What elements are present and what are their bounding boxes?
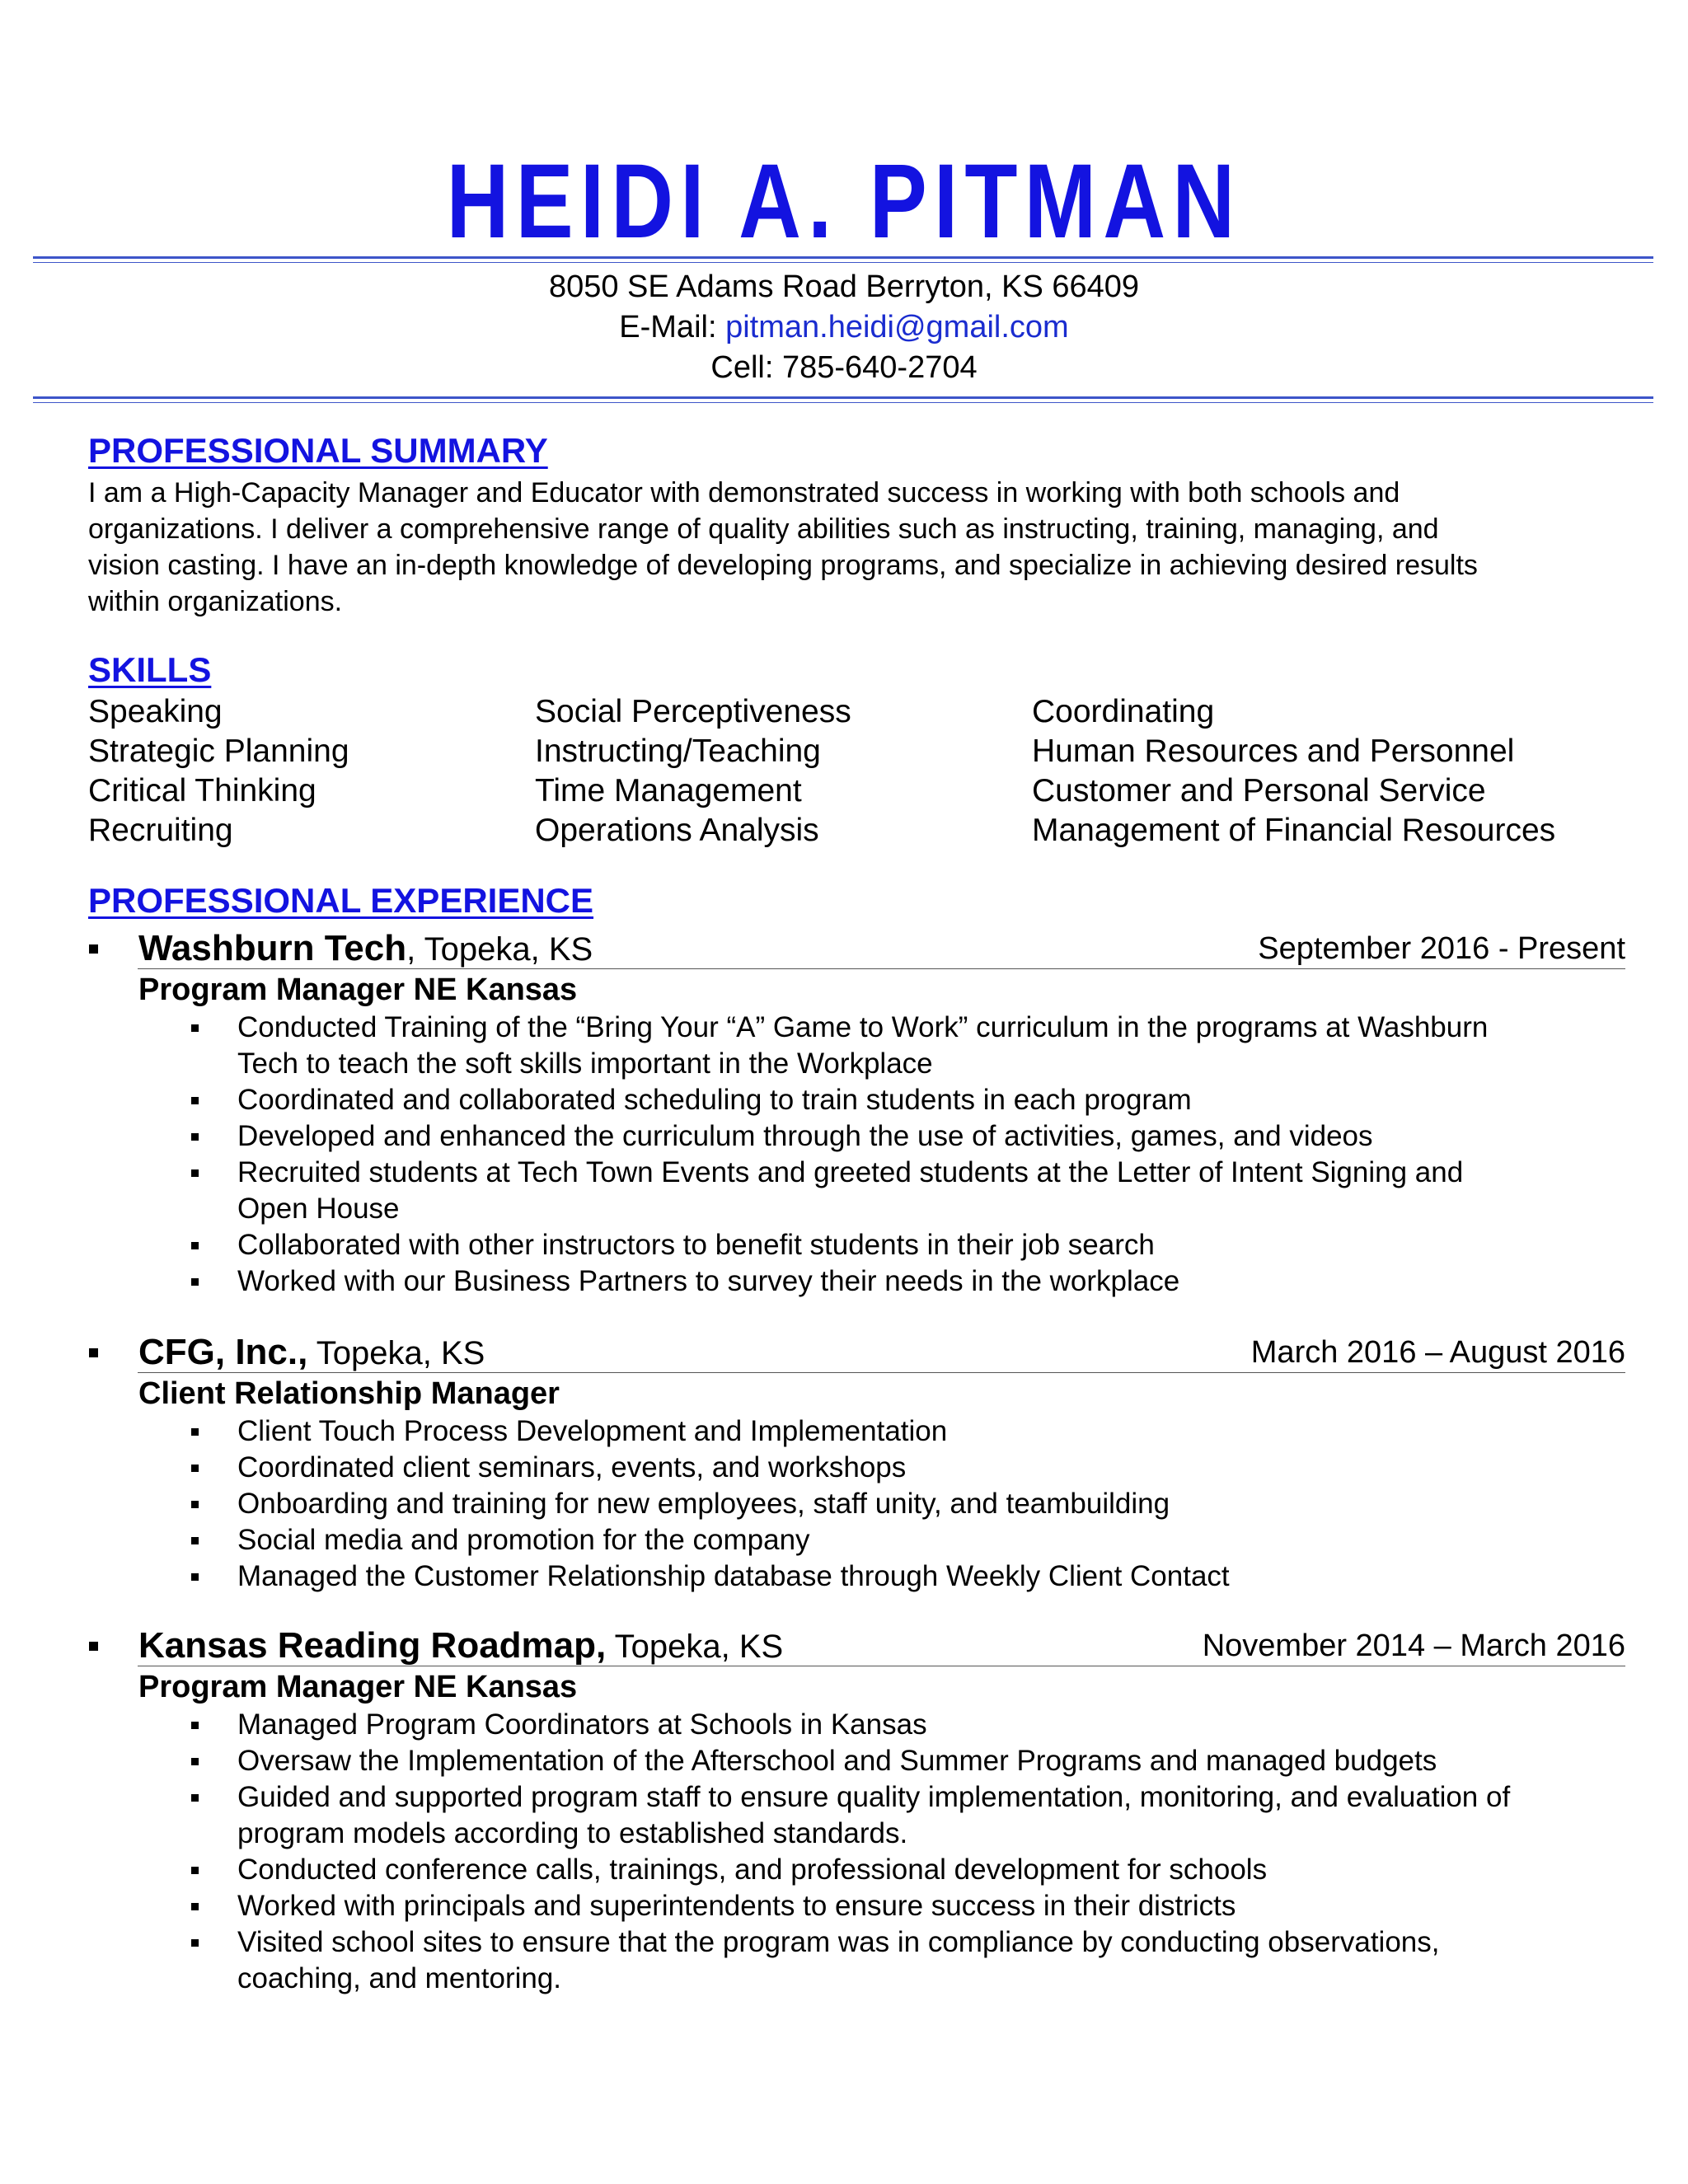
- job-bullet-icon: [89, 944, 98, 954]
- job-bullet: [138, 1118, 1639, 1155]
- job-bullet: [138, 1522, 1639, 1558]
- bullet-text: Worked with our Business Partners to survey their needs in the workplace: [237, 1265, 1180, 1297]
- bullet-square-icon: [191, 1722, 199, 1729]
- bullet-text: coaching, and mentoring.: [237, 1962, 562, 1994]
- job-header: [138, 1626, 783, 1666]
- job-bullet: [138, 1743, 1639, 1779]
- bullet-square-icon: [191, 1903, 199, 1910]
- cell-number: 785-640-2704: [781, 350, 978, 385]
- bullet-text: Worked with principals and superintendents to ensure success in their districts: [237, 1890, 1236, 1922]
- job-dates: March 2016 – August 2016: [1250, 1335, 1625, 1370]
- resume-name: HEIDI A. PITMAN: [446, 143, 1242, 260]
- bullet-text: Guided and supported program staff to ensure quality implementation, monitoring, and evaluation of: [237, 1781, 1511, 1813]
- skill-item: Management of Financial Resources: [1032, 813, 1556, 848]
- bullet-square-icon: [191, 1024, 199, 1032]
- bullet-text: program models according to established standards.: [237, 1817, 908, 1849]
- job-location: Topeka, KS: [606, 1629, 784, 1665]
- bullet-text: Coordinated client seminars, events, and workshops: [237, 1451, 907, 1483]
- job-bullet: [138, 1263, 1639, 1300]
- skill-item: Recruiting: [88, 813, 233, 848]
- bullet-text: Client Touch Process Development and Implementation: [237, 1415, 948, 1447]
- job-bullet: [138, 1924, 1639, 1997]
- job-bullet: [138, 1010, 1639, 1082]
- job-bullets: [138, 1707, 1639, 1997]
- skill-item: Operations Analysis: [535, 813, 819, 848]
- job-bullet: [138, 1450, 1639, 1486]
- job-bullet: [138, 1558, 1639, 1595]
- address: 8050 SE Adams Road Berryton, KS 66409: [548, 269, 1140, 304]
- skill-item: Customer and Personal Service: [1032, 773, 1486, 808]
- bullet-text: Oversaw the Implementation of the Afterschool and Summer Programs and managed budgets: [237, 1745, 1437, 1777]
- bullet-square-icon: [191, 1537, 199, 1544]
- bullet-text: Coordinated and collaborated scheduling to train students in each program: [237, 1084, 1192, 1116]
- email-label: E-Mail:: [619, 310, 717, 344]
- skill-item: Coordinating: [1032, 694, 1215, 729]
- bullet-square-icon: [191, 1939, 199, 1947]
- job-location: Topeka, KS: [307, 1335, 485, 1371]
- bullet-text: Conducted conference calls, trainings, and professional development for schools: [237, 1854, 1268, 1886]
- job-bullet: [138, 1486, 1639, 1522]
- header-bottom-rule: [33, 396, 1653, 403]
- job-bullet: [138, 1852, 1639, 1888]
- job-bullet: [138, 1707, 1639, 1743]
- bullet-text: Conducted Training of the “Bring Your “A” Game to Work” curriculum in the programs at Washburn: [237, 1011, 1489, 1043]
- skills-column-2: [535, 692, 851, 851]
- bullet-square-icon: [191, 1133, 199, 1141]
- job-bullet: [138, 1082, 1639, 1118]
- job-bullet: [138, 1155, 1639, 1227]
- job-bullet-icon: [89, 1348, 98, 1357]
- skills-column-3: [1032, 692, 1555, 851]
- skill-item: Strategic Planning: [88, 733, 349, 769]
- job-header: [138, 929, 593, 969]
- cell-line: [0, 348, 1688, 387]
- job-header: [138, 1333, 485, 1373]
- bullet-square-icon: [191, 1169, 199, 1177]
- job-bullet: [138, 1779, 1639, 1852]
- bullet-square-icon: [191, 1758, 199, 1765]
- summary-line: organizations. I deliver a comprehensive range of quality abilities such as instructing, training, managing, and: [88, 513, 1439, 545]
- experience-heading: PROFESSIONAL EXPERIENCE: [88, 881, 594, 920]
- summary-line: vision casting. I have an in-depth knowledge of developing programs, and specialize in achieving desired results: [88, 550, 1478, 581]
- bullet-square-icon: [191, 1097, 199, 1104]
- job-company: Washburn Tech: [138, 928, 407, 968]
- header-top-rule: [33, 256, 1653, 263]
- skills-column-1: [88, 692, 349, 851]
- skills-heading: SKILLS: [88, 650, 212, 689]
- bullet-square-icon: [191, 1278, 199, 1286]
- bullet-text: Tech to teach the soft skills important in the Workplace: [237, 1047, 933, 1080]
- bullet-text: Onboarding and training for new employees, staff unity, and teambuilding: [237, 1488, 1170, 1520]
- bullet-text: Social media and promotion for the company: [237, 1524, 810, 1556]
- job-bullet-icon: [89, 1642, 98, 1651]
- summary-text: [88, 475, 1654, 620]
- email-line: [0, 307, 1688, 347]
- job-title: Client Relationship Manager: [138, 1376, 560, 1411]
- bullet-text: Managed Program Coordinators at Schools in Kansas: [237, 1708, 927, 1741]
- skill-item: Time Management: [535, 773, 802, 808]
- job-company: Kansas Reading Roadmap,: [138, 1625, 607, 1666]
- job-dates: November 2014 – March 2016: [1202, 1629, 1625, 1663]
- bullet-text: Developed and enhanced the curriculum through the use of activities, games, and videos: [237, 1120, 1373, 1152]
- email-link[interactable]: pitman.heidi@gmail.com: [725, 310, 1069, 344]
- job-title: Program Manager NE Kansas: [138, 972, 578, 1007]
- bullet-text: Recruited students at Tech Town Events and greeted students at the Letter of Intent Signing and: [237, 1156, 1464, 1188]
- bullet-square-icon: [191, 1794, 199, 1802]
- skill-item: Speaking: [88, 694, 223, 729]
- job-dates: September 2016 - Present: [1258, 931, 1625, 966]
- bullet-square-icon: [191, 1867, 199, 1874]
- bullet-text: Collaborated with other instructors to benefit students in their job search: [237, 1229, 1155, 1261]
- bullet-square-icon: [191, 1573, 199, 1581]
- bullet-square-icon: [191, 1242, 199, 1249]
- job-bullet: [138, 1227, 1639, 1263]
- job-company: CFG, Inc.,: [138, 1332, 308, 1372]
- job-bullets: [138, 1010, 1639, 1300]
- bullet-square-icon: [191, 1465, 199, 1472]
- job-location: , Topeka, KS: [406, 931, 593, 968]
- summary-line: within organizations.: [88, 586, 343, 617]
- cell-label: Cell:: [710, 350, 774, 385]
- bullet-square-icon: [191, 1501, 199, 1508]
- job-bullet: [138, 1413, 1639, 1450]
- bullet-square-icon: [191, 1428, 199, 1436]
- summary-heading: PROFESSIONAL SUMMARY: [88, 431, 548, 470]
- bullet-text: Visited school sites to ensure that the program was in compliance by conducting observations,: [237, 1926, 1440, 1958]
- job-bullets: [138, 1413, 1639, 1595]
- bullet-text: Open House: [237, 1193, 400, 1225]
- skill-item: Human Resources and Personnel: [1032, 733, 1515, 769]
- job-title: Program Manager NE Kansas: [138, 1670, 578, 1704]
- summary-line: I am a High-Capacity Manager and Educator with demonstrated success in working with both schools and: [88, 477, 1400, 509]
- bullet-text: Managed the Customer Relationship database through Weekly Client Contact: [237, 1560, 1230, 1592]
- job-bullet: [138, 1888, 1639, 1924]
- skill-item: Instructing/Teaching: [535, 733, 821, 769]
- skill-item: Social Perceptiveness: [535, 694, 851, 729]
- skill-item: Critical Thinking: [88, 773, 316, 808]
